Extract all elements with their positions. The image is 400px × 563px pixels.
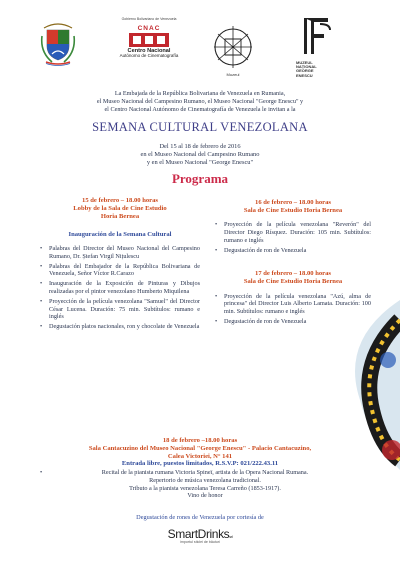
recital-description — [40, 469, 370, 500]
program-day-18 — [30, 437, 370, 468]
day-18-address: Calea Victoriei, N° 141 — [167, 452, 233, 460]
cnac-acronym: CNAC — [137, 24, 161, 32]
cnac-name: Centro Nacional — [127, 47, 171, 54]
recital-text: Recital de la pianista rumana Victoria Spineï, artista de la Opera Nacional Rumana. — [101, 469, 309, 476]
program-day-15 — [40, 197, 200, 333]
intro-line: el Centro Nacional Autónomo de Cinematografía de Venezuela le invitan a la — [104, 106, 296, 113]
header-line: Horia Bernea — [100, 213, 140, 221]
day-17-header — [215, 270, 371, 286]
logo-bar — [0, 8, 400, 80]
cnac-film-icon — [129, 33, 169, 47]
header-line: Lobby de la Sala de Cine Estudio — [73, 205, 167, 213]
header-line: 17 de febrero – 18.00 horas — [255, 270, 331, 278]
inauguration-subtitle: Inauguración de la Semana Cultural — [68, 230, 172, 238]
recital-line: Vino de honor — [187, 492, 223, 500]
tasting-courtesy: Degustación de rones de Venezuela por cortesía de — [136, 514, 264, 521]
list-item: • Inauguración de la Exposición de Pinturas y Dibujos realizadas por el pintor venezolano Humberto Miquilena — [40, 280, 200, 295]
day-16-header — [215, 199, 371, 215]
program-days-16-17 — [215, 199, 371, 328]
sponsor-suffix: srl — [229, 534, 233, 539]
ge-line-1: MUZEUL — [296, 60, 313, 65]
day-18-venue: Sala Cantacuzino del Museo Nacional "George Enescu" - Palacio Cantacuzino, — [88, 444, 312, 452]
day-17-list — [215, 293, 371, 326]
day-16-list — [215, 221, 371, 254]
day-18-rsvp: Entrada libre, puestos limitados, R.S.V.P: 021/222.43.11 — [121, 460, 279, 468]
dates-line: Del 15 al 18 de febrero de 2016 — [159, 143, 241, 150]
page-title: SEMANA CULTURAL VENEZOLANA — [92, 120, 308, 134]
venezuela-coat-of-arms-icon — [40, 22, 76, 66]
header-line: 16 de febrero – 18.00 horas — [255, 199, 331, 206]
list-item: • Degustación platos nacionales, ron y chocolate de Venezuela — [40, 323, 200, 331]
dates-line: en el Museo Nacional del Campesino Rumano — [140, 151, 260, 158]
intro-line: el Museo Nacional del Campesino Rumano, el Museo Nacional "George Enescu" y — [96, 98, 304, 105]
ge-line-4: ENESCU — [296, 72, 313, 78]
sponsor-tagline: importul sticlei de băuturi — [180, 540, 220, 544]
day-15-list — [40, 245, 200, 331]
ge-line-3: GEORGE — [296, 68, 314, 74]
list-item: • Proyección de la película venezolana "Reverón" del Director Diego Rísquez. Duración: 105 min. Subtítulos: rumano e inglés — [215, 221, 371, 244]
list-item: • Degustación de ron de Venezuela — [215, 247, 371, 255]
ge-line-2: NAȚIONAL — [296, 64, 317, 70]
invitation-intro — [20, 90, 380, 114]
list-item: • Degustación de ron de Venezuela — [215, 318, 371, 326]
sponsor-logo — [150, 527, 250, 544]
day-18-time: 18 de febrero –18.00 horas — [162, 437, 238, 444]
museum-peasant-logo-icon — [208, 20, 258, 78]
programa-heading: Programa — [171, 171, 229, 186]
recital-line: Tributo a la pianista venezolana Teresa Carreño (1853-1917). — [129, 484, 281, 492]
list-item: • Proyección de la película venezolana "Azú, alma de princesa" del Director Luis Alberto Lamata. Duración: 100 min. Subtítulos: rumano e inglés — [215, 293, 371, 316]
recital-line — [40, 469, 370, 477]
bullet-icon: • — [40, 469, 43, 476]
george-enescu-monogram-icon — [296, 16, 336, 56]
cnac-top-text: Gobierno Bolivariano de Venezuela — [121, 17, 177, 21]
dates-line: y en el Museo Nacional "George Enescu" — [146, 159, 254, 166]
list-item: • Proyección de la película venezolana "Samuel" del Director César Lucena. Duración: 75 min. Subtítulos: rumano e inglés — [40, 298, 200, 321]
sponsor-name-text: SmartDrinks — [167, 527, 230, 541]
header-line: Sala de Cine Estudio Horia Bernea — [243, 207, 343, 215]
header-line: Sala de Cine Estudio Horia Bernea — [243, 278, 343, 286]
sponsor-name — [150, 527, 250, 541]
list-item: • Palabras del Embajador de la República Bolivariana de Venezuela, Señor Víctor R.Carazo — [40, 263, 200, 278]
recital-line: Repertorio de música venezolana tradicional. — [149, 476, 261, 484]
svg-text:Muzeul: Muzeul — [226, 72, 240, 77]
intro-line: La Embajada de la República Bolivariana de Venezuela en Rumania, — [114, 90, 286, 97]
list-item: • Palabras del Director del Museo Nacional del Campesino Rumano, Dr. Ștefan Virgil Nițulescu — [40, 245, 200, 260]
event-dates — [0, 143, 400, 167]
cnac-logo — [118, 18, 180, 78]
header-line: 15 de febrero – 18.00 horas — [82, 197, 158, 204]
day-15-header — [40, 197, 200, 222]
george-enescu-museum-logo — [296, 16, 336, 82]
cnac-sub: Autónomo de Cinematografía — [119, 52, 179, 58]
